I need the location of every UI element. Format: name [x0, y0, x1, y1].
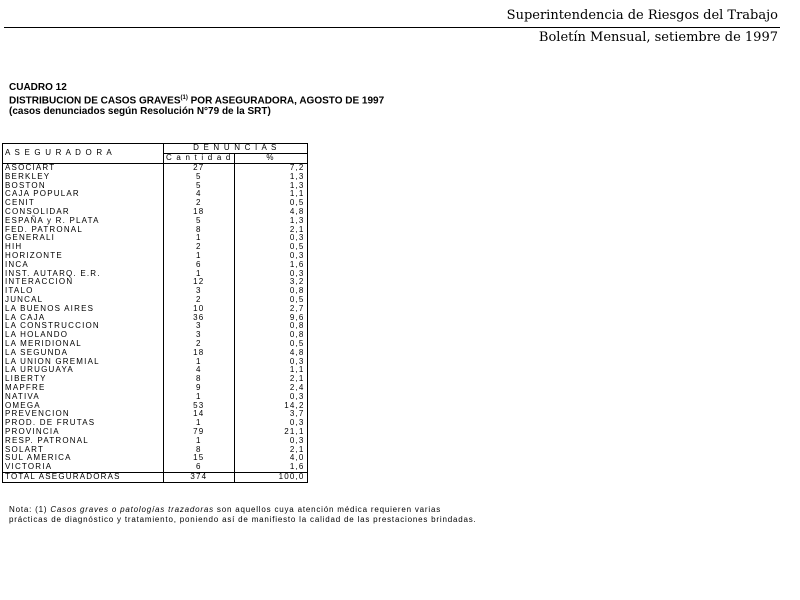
pct-cell: 1,1 [234, 190, 307, 199]
cantidad-cell: 2 [164, 199, 235, 208]
pct-cell: 0,3 [234, 234, 307, 243]
data-table [2, 143, 308, 483]
org-header: Superintendencia de Riesgos del Trabajo [506, 8, 778, 23]
pct-cell: 100,0 [234, 472, 307, 482]
pct-cell: 0,3 [234, 419, 307, 428]
pct-cell: 2,1 [234, 226, 307, 235]
pct-cell: 2,1 [234, 375, 307, 384]
cantidad-cell: 5 [164, 217, 235, 226]
aseguradora-cell: LA HOLANDO [3, 331, 164, 340]
aseguradora-cell: CAJA POPULAR [3, 190, 164, 199]
pct-cell: 0,3 [234, 437, 307, 446]
aseguradora-cell: ESPAÑA y R. PLATA [3, 217, 164, 226]
table-row [3, 234, 308, 243]
cantidad-cell: 8 [164, 226, 235, 235]
pct-cell: 1,6 [234, 463, 307, 472]
table-row [3, 305, 308, 314]
col-header-pct: % [234, 154, 307, 164]
aseguradora-cell: TOTAL ASEGURADORAS [3, 472, 164, 482]
pct-cell: 4,0 [234, 454, 307, 463]
table-row [3, 375, 308, 384]
cantidad-cell: 12 [164, 278, 235, 287]
title-line-1: CUADRO 12 [9, 82, 67, 93]
cantidad-cell: 18 [164, 349, 235, 358]
aseguradora-cell: SUL AMERICA [3, 454, 164, 463]
aseguradora-cell: CONSOLIDAR [3, 208, 164, 217]
aseguradora-cell: JUNCAL [3, 296, 164, 305]
pct-cell: 9,6 [234, 314, 307, 323]
col-header-denuncias: D E N U N C I A S [164, 144, 308, 154]
cantidad-cell: 15 [164, 454, 235, 463]
pct-cell: 4,8 [234, 208, 307, 217]
aseguradora-cell: LA SEGUNDA [3, 349, 164, 358]
cantidad-cell: 5 [164, 182, 235, 191]
aseguradora-cell: ITALO [3, 287, 164, 296]
table-row [3, 463, 308, 472]
pct-cell: 0,5 [234, 340, 307, 349]
aseguradora-cell: FED. PATRONAL [3, 226, 164, 235]
cantidad-cell: 36 [164, 314, 235, 323]
cantidad-cell: 4 [164, 366, 235, 375]
pct-cell: 0,3 [234, 358, 307, 367]
bulletin-header: Boletín Mensual, setiembre de 1997 [538, 30, 778, 45]
cantidad-cell: 9 [164, 384, 235, 393]
aseguradora-cell: LA BUENOS AIRES [3, 305, 164, 314]
pct-cell: 3,7 [234, 410, 307, 419]
cantidad-cell: 1 [164, 270, 235, 279]
aseguradora-cell: INCA [3, 261, 164, 270]
cantidad-cell: 374 [164, 472, 235, 482]
cantidad-cell: 1 [164, 252, 235, 261]
table-row [3, 252, 308, 261]
aseguradora-cell: SOLART [3, 446, 164, 455]
aseguradora-cell: INTERACCION [3, 278, 164, 287]
aseguradora-cell: LIBERTY [3, 375, 164, 384]
aseguradora-cell: PROVINCIA [3, 428, 164, 437]
pct-cell: 1,3 [234, 173, 307, 182]
pct-cell: 0,3 [234, 252, 307, 261]
pct-cell: 3,2 [234, 278, 307, 287]
aseguradora-cell: ASOCIART [3, 164, 164, 173]
cantidad-cell: 79 [164, 428, 235, 437]
aseguradora-cell: LA UNION GREMIAL [3, 358, 164, 367]
pct-cell: 7,2 [234, 164, 307, 173]
aseguradora-cell: LA CAJA [3, 314, 164, 323]
total-row [3, 472, 308, 482]
aseguradora-cell: PROD. DE FRUTAS [3, 419, 164, 428]
cantidad-cell: 3 [164, 322, 235, 331]
table-row [3, 437, 308, 446]
col-header-cantidad: C a n t i d a d [164, 154, 235, 164]
aseguradora-cell: BERKLEY [3, 173, 164, 182]
aseguradora-cell: INST. AUTARQ. E.R. [3, 270, 164, 279]
cantidad-cell: 4 [164, 190, 235, 199]
table-row [3, 366, 308, 375]
cantidad-cell: 1 [164, 358, 235, 367]
pct-cell: 0,3 [234, 393, 307, 402]
pct-cell: 14,2 [234, 402, 307, 411]
pct-cell: 0,8 [234, 322, 307, 331]
cantidad-cell: 1 [164, 437, 235, 446]
title-line-3: (casos denunciados según Resolución N°79 de la SRT) [9, 106, 271, 118]
cantidad-cell: 2 [164, 243, 235, 252]
header-rule [4, 27, 780, 28]
aseguradora-cell: CENIT [3, 199, 164, 208]
aseguradora-cell: NATIVA [3, 393, 164, 402]
pct-cell: 2,4 [234, 384, 307, 393]
cantidad-cell: 1 [164, 393, 235, 402]
aseguradora-cell: RESP. PATRONAL [3, 437, 164, 446]
cantidad-cell: 6 [164, 261, 235, 270]
pct-cell: 21,1 [234, 428, 307, 437]
cantidad-cell: 1 [164, 234, 235, 243]
aseguradora-cell: BOSTON [3, 182, 164, 191]
pct-cell: 1,1 [234, 366, 307, 375]
cantidad-cell: 1 [164, 419, 235, 428]
aseguradora-cell: LA CONSTRUCCION [3, 322, 164, 331]
cantidad-cell: 2 [164, 296, 235, 305]
aseguradora-cell: OMEGA [3, 402, 164, 411]
cantidad-cell: 53 [164, 402, 235, 411]
table-title [9, 82, 384, 117]
aseguradora-cell: LA URUGUAYA [3, 366, 164, 375]
cantidad-cell: 2 [164, 340, 235, 349]
table-row [3, 287, 308, 296]
pct-cell: 0,8 [234, 331, 307, 340]
pct-cell: 0,5 [234, 296, 307, 305]
table-row [3, 278, 308, 287]
table-row [3, 393, 308, 402]
cantidad-cell: 8 [164, 375, 235, 384]
pct-cell: 0,5 [234, 243, 307, 252]
pct-cell: 4,8 [234, 349, 307, 358]
pct-cell: 0,5 [234, 199, 307, 208]
cantidad-cell: 3 [164, 287, 235, 296]
aseguradora-cell: GENERALI [3, 234, 164, 243]
cantidad-cell: 10 [164, 305, 235, 314]
cantidad-cell: 27 [164, 164, 235, 173]
cantidad-cell: 5 [164, 173, 235, 182]
cantidad-cell: 3 [164, 331, 235, 340]
cantidad-cell: 14 [164, 410, 235, 419]
col-header-aseguradora: A S E G U R A D O R A [3, 144, 164, 164]
pct-cell: 1,3 [234, 217, 307, 226]
table-row [3, 384, 308, 393]
cantidad-cell: 6 [164, 463, 235, 472]
pct-cell: 2,1 [234, 446, 307, 455]
table-row [3, 190, 308, 199]
footnote: Nota: (1) Casos graves o patologías trazadoras son aquellos cuya atención médica requieren varias prácticas de diagnóstico y tratamiento, poniendo así de manifiesto la calidad de las prestaciones brindadas. [9, 505, 477, 524]
aseguradora-cell: MAPFRE [3, 384, 164, 393]
cantidad-cell: 18 [164, 208, 235, 217]
pct-cell: 0,3 [234, 270, 307, 279]
table-row [3, 173, 308, 182]
pct-cell: 1,6 [234, 261, 307, 270]
title-line-2: DISTRIBUCION DE CASOS GRAVES$^{(1)}$ POR ASEGURADORA, AGOSTO DE 1997 [9, 95, 385, 107]
aseguradora-cell: HORIZONTE [3, 252, 164, 261]
pct-cell: 0,8 [234, 287, 307, 296]
aseguradora-cell: PREVENCION [3, 410, 164, 419]
aseguradora-cell: HIH [3, 243, 164, 252]
aseguradora-cell: LA MERIDIONAL [3, 340, 164, 349]
cantidad-cell: 8 [164, 446, 235, 455]
aseguradora-cell: VICTORIA [3, 463, 164, 472]
pct-cell: 1,3 [234, 182, 307, 191]
pct-cell: 2,7 [234, 305, 307, 314]
